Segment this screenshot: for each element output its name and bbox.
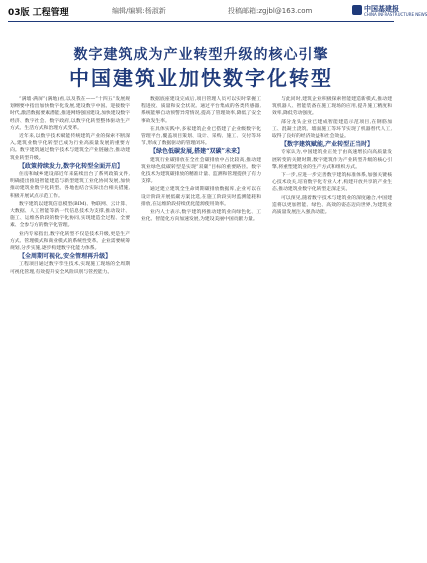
- article-column-3: [272, 96, 392, 217]
- paragraph: 通过建立建筑全生命周期碳排放数据库,企业可以在设计阶段开展低碳方案比选,在施工阶段实时监测能耗和排放,在运维阶段持续优化能源使用效率。: [141, 187, 261, 207]
- paragraph: 专家认为,中国建筑业正处于由高速增长向高质量发展转变的关键时期,数字建筑作为产业转型升级的核心引擎,将重塑建筑业的生产方式和组织方式。: [272, 150, 392, 170]
- paragraph: 近年来,以数字技术赋能传统建筑产业的探索不断深入,建筑业数字化转型已成为行业高质量发展的重要方向。数字建筑通过数字技术与建筑全产业链融合,推动建筑业转型升级。: [10, 134, 130, 161]
- header-divider: [8, 21, 394, 22]
- paragraph: 在具体实践中,多家建筑企业已搭建了企业级数字化管理平台,覆盖项目策划、设计、采购、施工、交付等环节,形成了数据驱动的管理闭环。: [141, 126, 261, 147]
- contact-email: 投稿邮箱:zgjbl@163.com: [228, 7, 313, 15]
- paragraph: 业内专家指出,数字化转型不仅是技术升级,更是生产方式、管理模式和商业模式的系统性变革。企业需要统筹规划,分步实施,逐步构建数字化能力体系。: [10, 231, 130, 252]
- headline-main: 中国建筑业加快数字化转型: [69, 66, 333, 90]
- paragraph: 部分龙头企业已建成智能建造示范项目,在钢筋加工、混凝土浇筑、墙面施工等环节实现了机器替代人工,取得了良好的经济效益和社会效益。: [272, 119, 392, 140]
- section-subhead: 【全周期可视化,安全管理再升级】: [19, 253, 112, 261]
- paragraph: 下一步,应进一步完善数字建筑标准体系,加强关键核心技术攻关,培育数字化专业人才,构建开放共享的产业生态,推动建筑业数字化转型走深走实。: [272, 173, 392, 193]
- page-header: [0, 0, 427, 22]
- page-section-label: 03版 工程管理: [8, 8, 69, 18]
- paragraph: 数字建筑以建筑信息模型(BIM)、物联网、云计算、大数据、人工智能等新一代信息技术为支撑,推动设计、施工、运维各阶段的数字化协同,实现建造全过程、全要素、全参与方的数字化管理。: [10, 201, 130, 229]
- paragraph: “满墙·满屏”(满地)看,以及我在——“十四五”发展规划纲要中指出加快数字化发展,建设数字中国。迎接数字时代,激活数据要素潜能,推进网络强国建设,加快建设数字经济、数字社会、数字政府,以数字化转型整体驱动生产方式、生活方式和治理方式变革。: [10, 97, 130, 131]
- headline-kicker: 数字建筑成为产业转型升级的核心引擎: [73, 47, 329, 63]
- paragraph: 业内人士表示,数字建筑将推动建筑业向绿色化、工业化、智能化方向加速发展,为建设美丽中国贡献力量。: [141, 210, 261, 223]
- paragraph: 数据底座建设完成后,项目管理人员可以实时掌握工程进度、质量和安全状况。通过平台集成的各类传感器,系统能够自动预警异常情况,提高了管理效率,降低了安全事故发生率。: [141, 97, 261, 124]
- newspaper-logo: [352, 3, 427, 19]
- article-column-1: [10, 96, 130, 277]
- section-subhead: 【绿色低碳发展,搭建“双碳”未来】: [150, 148, 243, 156]
- paragraph: 与此同时,建筑企业积极探索智能建造新模式,推动建筑机器人、智能装备在施工现场的应用,提升施工精度和效率,降低劳动强度。: [272, 97, 392, 117]
- logo-text: 中国基建报: [364, 5, 399, 13]
- article-column-2: [141, 96, 261, 224]
- logo-subtext: CHINA INFRASTRUCTURE NEWS: [364, 12, 427, 17]
- logo-icon: [352, 5, 362, 15]
- paragraph: 可以预见,随着数字技术与建筑业的深度融合,中国建造将以更加智能、绿色、高效的姿态迈向世界,为建筑业高质量发展注入强劲动能。: [272, 195, 392, 216]
- paragraph: 工程项目通过数字孪生技术,实现施工现场的全周期可视化管理,有效提升安全风险识别与管控能力。: [10, 262, 130, 275]
- section-subhead: 【政策持续发力,数字化转型全面开启】: [19, 162, 124, 170]
- paragraph: 建筑行业碳排放在全社会碳排放中占比较高,推动建筑业绿色低碳转型是实现“双碳”目标的重要路径。数字化技术为建筑碳排放的精准计量、监测和管理提供了有力支撑。: [141, 157, 261, 185]
- editor-credit: 编辑/编辑:杨淑新: [112, 7, 166, 15]
- paragraph: 住房和城乡建设部近年来陆续出台了系列政策文件,明确提出推进智能建造与新型建筑工业化协同发展,加快推动建筑业数字化转型。各地也结合实际出台相关措施,积极开展试点示范工作。: [10, 172, 130, 199]
- section-subhead: 【数字建筑赋能,产业转型正当时】: [281, 141, 374, 149]
